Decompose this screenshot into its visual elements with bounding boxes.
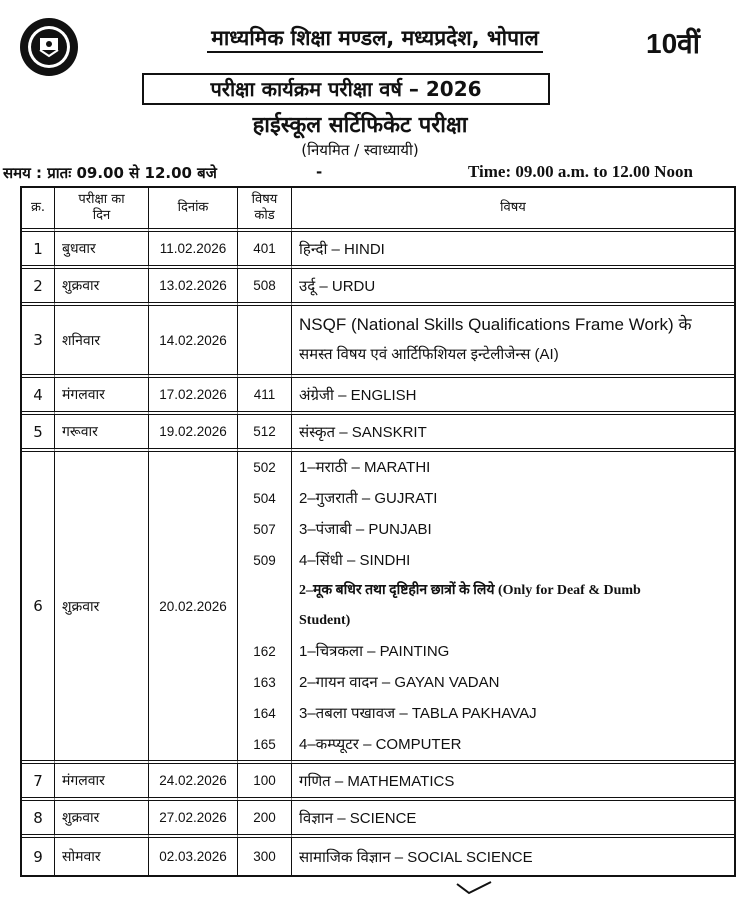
exam-schedule-table <box>20 186 736 877</box>
row-date: 20.02.2026 <box>149 452 238 764</box>
row-sno: 9 <box>22 838 55 875</box>
row-day: शुक्रवार <box>55 269 149 306</box>
exam-subtitle: (नियमित / स्वाध्यायी) <box>301 141 419 159</box>
row-code: 100 <box>238 764 292 801</box>
row-date: 14.02.2026 <box>149 306 238 378</box>
row-sno: 3 <box>22 306 55 378</box>
row-day: मंगलवार <box>55 764 149 801</box>
option-code: 165 <box>253 737 276 752</box>
time-english: Time: 09.00 a.m. to 12.00 Noon <box>468 162 693 181</box>
row-sno: 2 <box>22 269 55 306</box>
row-subject: उर्दू – URDU <box>292 269 734 306</box>
row-day: बुधवार <box>55 232 149 269</box>
row-date: 17.02.2026 <box>149 378 238 415</box>
option-subject: 4–कम्प्यूटर – COMPUTER <box>299 736 462 753</box>
table-row <box>22 764 734 801</box>
table-row <box>22 269 734 306</box>
option-subject: 2–गुजराती – GUJRATI <box>299 490 438 507</box>
row-subject: विज्ञान – SCIENCE <box>292 801 734 838</box>
row-day: शुक्रवार <box>55 801 149 838</box>
row-date: 02.03.2026 <box>149 838 238 875</box>
table-row <box>22 452 734 764</box>
row-sno: 8 <box>22 801 55 838</box>
row-date: 24.02.2026 <box>149 764 238 801</box>
row-date: 11.02.2026 <box>149 232 238 269</box>
row-code-list <box>238 452 292 764</box>
option-code: 162 <box>253 644 276 659</box>
row-sno: 7 <box>22 764 55 801</box>
table-row <box>22 232 734 269</box>
time-hindi: समय : प्रातः 09.00 से 12.00 बजे <box>3 164 217 182</box>
board-name: माध्यमिक शिक्षा मण्डल, मध्यप्रदेश, भोपाल <box>135 24 615 52</box>
row-sno: 1 <box>22 232 55 269</box>
option-code: 507 <box>253 522 276 537</box>
row-day: गरूवार <box>55 415 149 452</box>
option-subject: 4–सिंधी – SINDHI <box>299 552 411 569</box>
row-sno: 4 <box>22 378 55 415</box>
row-subject <box>292 306 734 378</box>
table-row <box>22 415 734 452</box>
class-label: 10वीं <box>646 28 700 59</box>
header-day: परीक्षा का दिन <box>55 188 149 232</box>
row-subject: गणित – MATHEMATICS <box>292 764 734 801</box>
nsqf-line-1: NSQF (National Skills Qualifications Frame Work) के <box>299 315 692 334</box>
special-note-line-1: 2–मूक बधिर तथा दृष्टिहीन छात्रों के लिये (Only for Deaf & Dumb <box>299 583 641 598</box>
row-sno: 5 <box>22 415 55 452</box>
row-date: 13.02.2026 <box>149 269 238 306</box>
table-row <box>22 801 734 838</box>
mpbse-emblem-icon <box>18 16 80 78</box>
time-separator: - <box>316 163 323 181</box>
option-code: 509 <box>253 553 276 568</box>
header-sno: क्र. <box>22 188 55 232</box>
row-subject: अंग्रेजी – ENGLISH <box>292 378 734 415</box>
signature-mark-icon <box>455 880 495 895</box>
row-day: मंगलवार <box>55 378 149 415</box>
row-sno: 6 <box>22 452 55 764</box>
nsqf-line-2: समस्त विषय एवं आर्टिफिशियल इन्टेलीजेन्स (AI) <box>299 346 559 363</box>
row-day: सोमवार <box>55 838 149 875</box>
exam-title: हाईस्कूल सर्टिफिकेट परीक्षा <box>252 113 468 138</box>
option-subject: 3–पंजाबी – PUNJABI <box>299 521 432 538</box>
row-code: 200 <box>238 801 292 838</box>
option-subject: 3–तबला पखावज – TABLA PAKHAVAJ <box>299 705 537 722</box>
option-subject: 1–मराठी – MARATHI <box>299 459 431 476</box>
row-subject: सामाजिक विज्ञान – SOCIAL SCIENCE <box>299 848 533 866</box>
table-row <box>22 838 734 875</box>
row-day: शुक्रवार <box>55 452 149 764</box>
row-subject-list <box>292 452 734 764</box>
row-code: 300 <box>238 838 292 875</box>
header-date: दिनांक <box>149 188 238 232</box>
row-date: 27.02.2026 <box>149 801 238 838</box>
option-code: 502 <box>253 460 276 475</box>
row-day: शनिवार <box>55 306 149 378</box>
option-subject: 2–गायन वादन – GAYAN VADAN <box>299 674 500 691</box>
row-code: 411 <box>238 378 292 415</box>
row-subject: हिन्दी – HINDI <box>292 232 734 269</box>
exam-program-box: परीक्षा कार्यक्रम परीक्षा वर्ष – 2026 <box>142 73 550 105</box>
option-code: 163 <box>253 675 276 690</box>
row-code: 512 <box>238 415 292 452</box>
header-code: विषय कोड <box>238 188 292 232</box>
row-subject: संस्कृत – SANSKRIT <box>292 415 734 452</box>
special-note-line-2: Student) <box>299 613 351 628</box>
row-code: 401 <box>238 232 292 269</box>
table-header-row <box>22 188 734 232</box>
option-code: 164 <box>253 706 276 721</box>
option-code: 504 <box>253 491 276 506</box>
row-date: 19.02.2026 <box>149 415 238 452</box>
row-code <box>238 306 292 378</box>
table-row <box>22 306 734 378</box>
option-subject: 1–चित्रकला – PAINTING <box>299 643 450 660</box>
table-row <box>22 378 734 415</box>
header-subject: विषय <box>292 188 734 232</box>
row-code: 508 <box>238 269 292 306</box>
